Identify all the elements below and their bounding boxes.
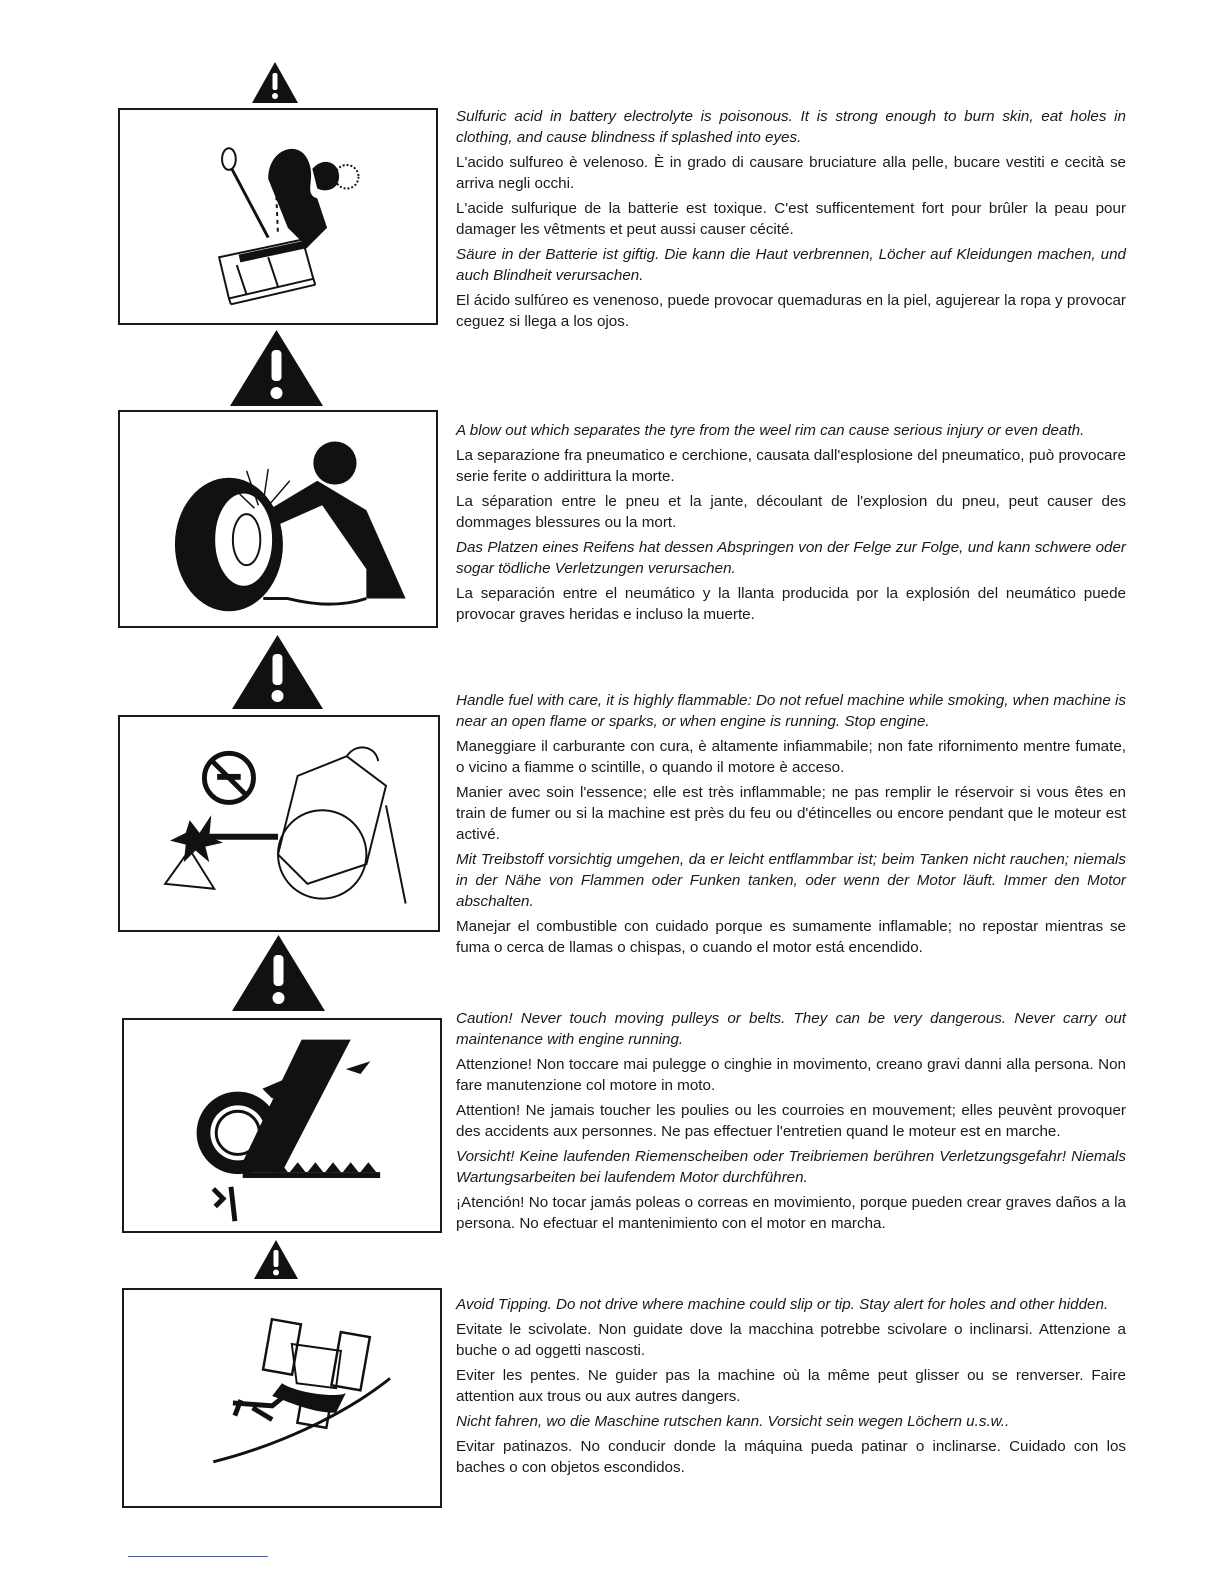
tyre-blowout-pictogram	[118, 410, 438, 628]
battery-acid-icon	[120, 110, 436, 323]
warning-section-battery	[456, 106, 1126, 336]
fuel-no-smoking-icon	[120, 717, 438, 930]
battery-acid-pictogram	[118, 108, 438, 325]
fuel-no-smoking-pictogram	[118, 715, 440, 932]
warning-text-fr: La séparation entre le pneu et la jante, découlant de l'explosion du pneu, peut causer des dommages blessures ou la mort.	[456, 493, 1126, 531]
moving-belt-pulley-icon	[124, 1020, 440, 1231]
warning-text-fr: Manier avec soin l'essence; elle est très inflammable; ne pas remplir le réservoir si vous êtes en train de fumer ou si la machine est près du feu ou d'étincelles ou encore pendant que le moteur est activé.	[456, 784, 1126, 843]
warning-triangle-icon	[250, 60, 300, 105]
warning-text-es: La separación entre el neumático y la llanta producida por la explosión del neumático puede provocar graves heridas e incluso la muerte.	[456, 585, 1126, 623]
warning-triangle-icon	[228, 328, 325, 408]
moving-belt-pulley-pictogram	[122, 1018, 442, 1233]
warning-text-it: Attenzione! Non toccare mai pulegge o cinghie in movimento, creano gravi danni alla persona. Non fare manutenzione col motore in moto.	[456, 1056, 1126, 1094]
warning-text-fr: L'acide sulfurique de la batterie est toxique. C'est sufficentement fort pour brûler la peau pour damager les vêtments et peut aussi causer cécité.	[456, 200, 1126, 238]
warning-text-es: El ácido sulfúreo es venenoso, puede provocar quemaduras en la piel, agujerear la ropa y provocar ceguez si llega a los ojos.	[456, 292, 1126, 330]
warning-section-tyre	[456, 420, 1126, 629]
tyre-blowout-icon	[120, 412, 436, 626]
warning-triangle-icon	[252, 1238, 300, 1281]
warning-triangle-icon	[230, 633, 325, 711]
warning-text-en: Avoid Tipping. Do not drive where machine could slip or tip. Stay alert for holes and other hidden.	[456, 1296, 1109, 1313]
warning-text-de: Säure in der Batterie ist giftig. Die kann die Haut verbrennen, Löcher auf Kleidungen machen, und auch Blindheit verursachen.	[456, 246, 1126, 284]
warning-text-fr: Eviter les pentes. Ne guider pas la machine où la même peut glisser ou se renverser. Faire attention aux trous ou aux autres dangers.	[456, 1367, 1126, 1405]
warning-text-it: Maneggiare il carburante con cura, è altamente infiammabile; non fate rifornimento mentre fumate, o vicino a fiamme o scintille, o quando il motore è acceso.	[456, 738, 1126, 776]
warning-text-en: Handle fuel with care, it is highly flammable: Do not refuel machine while smoking, when machine is near an open flame or sparks, or when engine is running. Stop engine.	[456, 692, 1126, 730]
warning-text-es: Manejar el combustible con cuidado porque es sumamente inflamable; no repostar mientras se fuma o cerca de llamas o chispas, o cuando el motor está encendido.	[456, 918, 1126, 956]
warning-text-it: Evitate le scivolate. Non guidate dove la macchina potrebbe scivolare o inclinarsi. Attenzione a buche o ad oggetti nascosti.	[456, 1321, 1126, 1359]
warning-text-en: Caution! Never touch moving pulleys or belts. They can be very dangerous. Never carry out maintenance with engine running.	[456, 1010, 1126, 1048]
warning-text-de: Nicht fahren, wo die Maschine rutschen kann. Vorsicht sein wegen Löchern u.s.w..	[456, 1413, 1010, 1430]
warning-text-es: ¡Atención! No tocar jamás poleas o correas en movimiento, porque pueden crear graves daños a la persona. No efectuar el mantenimiento con el motor en marcha.	[456, 1194, 1126, 1232]
warning-section-fuel	[456, 690, 1126, 962]
warning-text-de: Mit Treibstoff vorsichtig umgehen, da er leicht entflammbar ist; beim Tanken nicht rauchen; niemals in der Nähe von Flammen oder Funken tanken, oder wenn der Motor läuft. Immer den Motor abschalten.	[456, 851, 1126, 910]
warning-text-en: A blow out which separates the tyre from the weel rim can cause serious injury or even death.	[456, 422, 1085, 439]
footnote-separator	[128, 1556, 268, 1557]
warning-text-es: Evitar patinazos. No conducir donde la máquina pueda patinar o inclinarse. Cuidado con los baches o con objetos escondidos.	[456, 1438, 1126, 1476]
tipping-slope-pictogram	[122, 1288, 442, 1508]
warning-text-it: L'acido sulfureo è velenoso. È in grado di causare bruciature alla pelle, bucare vestiti e cecità se arriva negli occhi.	[456, 154, 1126, 192]
warning-section-belts	[456, 1008, 1126, 1238]
tipping-slope-icon	[124, 1290, 440, 1506]
warning-text-de: Das Platzen eines Reifens hat dessen Abspringen von der Felge zur Folge, und kann schwere oder sogar tödliche Verletzungen verursachen.	[456, 539, 1126, 577]
warning-section-tipping	[456, 1294, 1126, 1482]
warning-triangle-icon	[230, 933, 327, 1013]
warning-text-it: La separazione fra pneumatico e cerchione, causata dall'esplosione del pneumatico, può provocare serie ferite o addirittura la morte.	[456, 447, 1126, 485]
warning-text-fr: Attention! Ne jamais toucher les poulies ou les courroies en mouvement; elles peuvènt provoquer des accidents aux personnes. Ne pas effectuer l'entretien quand le moteur est en marche.	[456, 1102, 1126, 1140]
warning-text-en: Sulfuric acid in battery electrolyte is poisonous. It is strong enough to burn skin, eat holes in clothing, and cause blindness if splashed into eyes.	[456, 108, 1126, 146]
warning-text-de: Vorsicht! Keine laufenden Riemenscheiben oder Treibriemen berühren Verletzungsgefahr! Niemals Wartungsarbeiten bei laufendem Motor durchführen.	[456, 1148, 1126, 1186]
